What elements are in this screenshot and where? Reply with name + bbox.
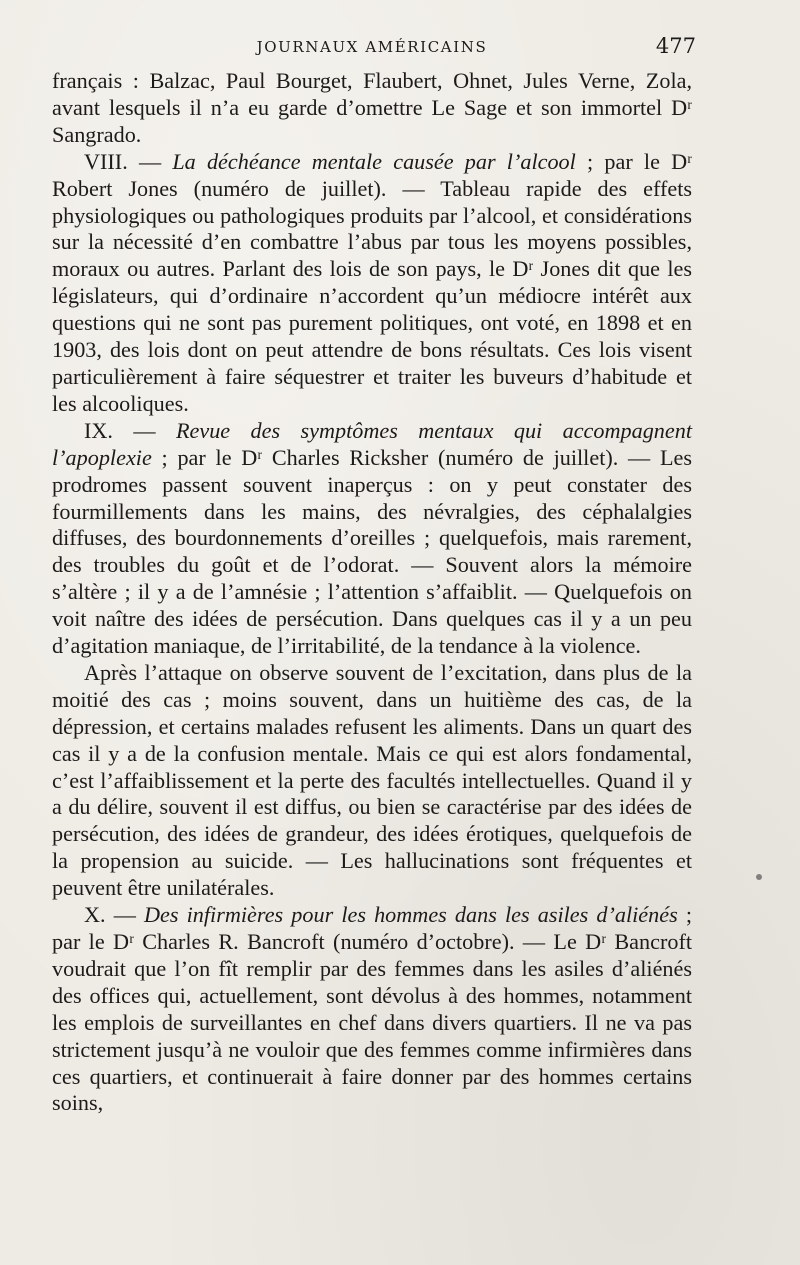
paragraph-continuation — [52, 68, 692, 149]
paragraph-apres-attaque — [52, 660, 692, 902]
running-title: JOURNAUX AMÉRICAINS — [256, 38, 488, 56]
paragraph-text: ; par le Dʳ Charles R. Bancroft (numéro d’octobre). — Le Dʳ Bancroft voudrait que l’on fît remplir par des femmes dans les asiles d’aliénés des offices qui, actuellement, sont dévolus à des hommes, notamment les emplois de surveillantes en chef dans divers quartiers. Il ne va pas strictement jusqu’à ne vouloir que des femmes comme infirmières dans ces quartiers, et continuerait à faire donner par des hommes certains soins, — [52, 902, 693, 1116]
section-viii — [52, 149, 692, 418]
body-text — [52, 68, 692, 1117]
paragraph-text: ; par le Dʳ Charles Ricksher (numéro de juillet). — Les prodromes passent souvent inaperçus : on y peut constater des fourmillements dans les mains, des névralgies, des céphalalgies diffuses, des bourdonnements d’oreilles ; quelquefois, mais rarement, des troubles du goût et de l’odorat. — Souvent alors la mémoire s’altère ; il y a de l’amnésie ; l’attention s’affaiblit. — Quelquefois on voit naître des idées de persécution. Dans quelques cas il y a un peu d’agitation maniaque, de l’irritabilité, de la tendance à la violence. — [52, 444, 692, 659]
section-ix — [52, 418, 692, 660]
page-number: 477 — [655, 34, 696, 58]
paragraph-text: ; par le Dʳ Robert Jones (numéro de juillet). — Tableau rapide des effets physiologiques ou pathologiques produits par l’alcool, et considérations sur la nécessité d’en combattre l’abus par tous les moyens possibles, moraux ou autres. Parlant des lois de son pays, le Dʳ Jones dit que les législateurs, qui d’ordinaire n’accordent qu’un médiocre intérêt aux questions qui ne sont pas purement politiques, ont voté, en 1898 et en 1903, des lois dont on peut attendre de bons résultats. Ces lois visent particulièrement à faire séquestrer et traiter les buveurs d’habitude et les alcooliques. — [52, 148, 692, 416]
section-x — [52, 902, 692, 1117]
ink-speck — [756, 874, 762, 880]
section-number: X. — — [84, 902, 144, 928]
article-title: La déchéance mentale causée par l’alcool — [172, 148, 576, 174]
page-header — [52, 34, 696, 60]
article-title: Des infirmières pour les hommes dans les asiles d’aliénés — [144, 902, 678, 928]
article-title: Revue des symptômes mentaux qui accompagnent l’apoplexie — [52, 417, 692, 470]
section-number: IX. — — [84, 417, 176, 443]
paragraph-text: français : Balzac, Paul Bourget, Flaubert, Ohnet, Jules Verne, Zola, avant lesquels il n’a eu garde d’omettre Le Sage et son immortel Dʳ Sangrado. — [52, 68, 692, 147]
section-number: VIII. — — [84, 148, 173, 174]
paragraph-text: Après l’attaque on observe souvent de l’excitation, dans plus de la moitié des cas ; moins souvent, dans un huitième des cas, de la dépression, et certains malades refusent les aliments. Dans un quart des cas il y a de la confusion mentale. Mais ce qui est alors fondamental, c’est l’affaiblissement et la perte des facultés intellectuelles. Quand il y a du délire, souvent il est diffus, ou bien se caractérise par des idées de persécution, des idées de grandeur, des idées érotiques, quelquefois de la propension au suicide. — Les hallucinations sont fréquentes et peuvent être unilatérales. — [52, 659, 692, 901]
